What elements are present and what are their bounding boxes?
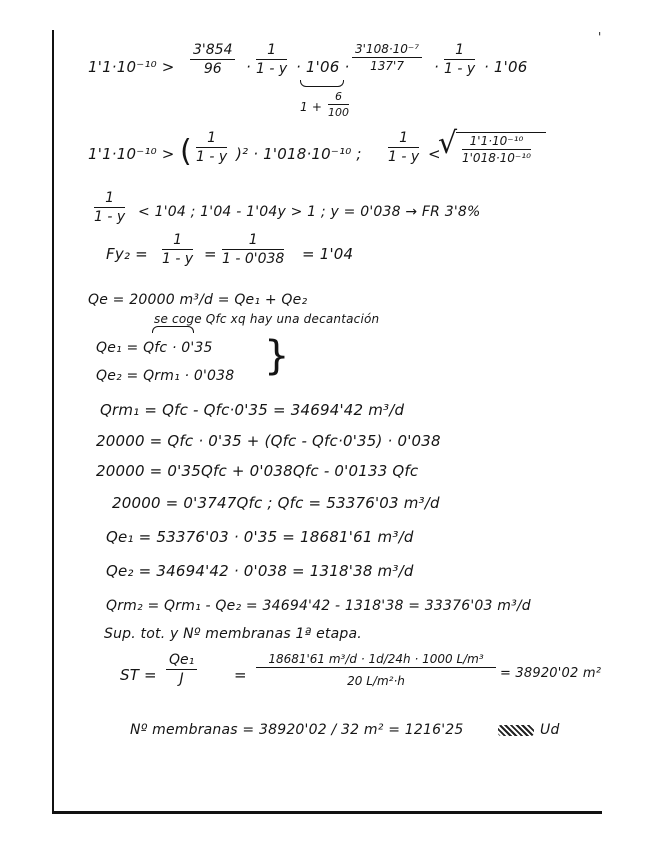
eq4-equals: = (204, 245, 217, 263)
corner-mark: ' (598, 30, 602, 44)
eq1-f4-numerator: 1 (444, 42, 475, 60)
eq4-f1-numerator: 1 (162, 232, 193, 250)
eq1-middle: · 1'06 · (296, 58, 350, 76)
line-qe2: Qe₂ = Qrm₁ · 0'038 (96, 368, 235, 384)
eq1-f2-denominator: 1 - y (256, 61, 288, 77)
eq2-less-than: < (428, 145, 441, 163)
eq1-under-denominator: 100 (328, 106, 349, 119)
eq2-fraction-2 (388, 130, 419, 165)
eq4-f1-denominator: 1 - y (162, 251, 194, 267)
line-balance-1: 20000 = Qfc · 0'35 + (Qfc - Qfc·0'35) · 0'038 (96, 432, 441, 450)
eq1-under-lhs: 1 + (300, 100, 323, 114)
eq2-f-denominator: 1 - y (196, 149, 228, 165)
eq2-paren-close: )² · 1'018·10⁻¹⁰ ; (236, 145, 362, 163)
eq1-f3-denominator: 137'7 (370, 59, 404, 73)
eq3-text: < 1'04 ; 1'04 - 1'04y > 1 ; y = 0'038 → FR 3'8% (138, 204, 481, 220)
eq-st-lhs: ST = (120, 666, 157, 684)
eq4-fraction-2 (222, 232, 284, 267)
crossed-out-scribble (498, 725, 534, 736)
eq-st-f1-denominator: J (179, 671, 184, 687)
eq-st-equals: = (234, 666, 247, 684)
line-qrm2-result: Qrm₂ = Qrm₁ - Qe₂ = 34694'42 - 1318'38 = 33376'03 m³/d (106, 598, 531, 614)
eq2-f-numerator: 1 (196, 130, 227, 148)
eq1-fraction-4 (444, 42, 475, 77)
right-brace-icon: } (264, 333, 290, 379)
eq1-f1-denominator: 96 (203, 61, 222, 77)
eq1-f1-numerator: 3'854 (190, 42, 235, 60)
eq2-lhs: 1'1·10⁻¹⁰ > (88, 145, 175, 163)
eq1-end: · 1'06 (484, 58, 528, 76)
line-qe-total: Qe = 20000 m³/d = Qe₁ + Qe₂ (88, 292, 308, 308)
line-qe2-result: Qe₂ = 34694'42 · 0'038 = 1318'38 m³/d (106, 562, 414, 580)
eq-st-big-denominator: 20 L/m²·h (347, 674, 405, 688)
eq2-sqrt-denominator: 1'018·10⁻¹⁰ (462, 151, 531, 165)
eq3-f-numerator: 1 (94, 190, 125, 208)
eq1-f2-numerator: 1 (256, 42, 287, 60)
line-n-membranas: Nº membranas = 38920'02 / 32 m² = 1216'25 (130, 722, 464, 738)
eq2-sqrt-fraction (462, 134, 531, 165)
eq1-under-fraction (328, 90, 349, 119)
eq-st-f1-numerator: Qe₁ (166, 652, 197, 670)
eq4-f2-numerator: 1 (222, 232, 284, 250)
eq2-f2-numerator: 1 (388, 130, 419, 148)
sqrt-icon: √ (438, 126, 458, 161)
eq4-lhs: Fy₂ = (106, 245, 148, 263)
eq3-f-denominator: 1 - y (94, 209, 126, 225)
eq4-f2-denominator: 1 - 0'038 (222, 251, 285, 267)
page-border-left (52, 30, 54, 814)
eq-st-end: = 38920'02 m² (500, 666, 602, 681)
eq4-fraction-1 (162, 232, 193, 267)
eq4-end: = 1'04 (302, 245, 354, 263)
eq2-sqrt-bar (456, 132, 546, 133)
eq-st-big-fraction (256, 652, 496, 688)
eq1-f3-numerator: 3'108·10⁻⁷ (352, 42, 422, 58)
line-qe1: Qe₁ = Qfc · 0'35 (96, 340, 213, 356)
eq1-lhs: 1'1·10⁻¹⁰ > (88, 58, 175, 76)
eq1-under-numerator: 6 (328, 90, 349, 105)
line-qrm1: Qrm₁ = Qfc - Qfc·0'35 = 34694'42 m³/d (100, 401, 405, 419)
line-note-decantacion: se coge Qfc xq hay una decantación (154, 312, 380, 326)
line-qe1-result: Qe₁ = 53376'03 · 0'35 = 18681'61 m³/d (106, 528, 414, 546)
line-balance-2: 20000 = 0'35Qfc + 0'038Qfc - 0'0133 Qfc (96, 462, 419, 480)
eq2-sqrt-numerator: 1'1·10⁻¹⁰ (462, 134, 531, 150)
eq1-fraction-2 (256, 42, 287, 77)
eq1-f4-denominator: 1 - y (444, 61, 476, 77)
eq-st-fraction-1 (166, 652, 197, 687)
eq1-dot-2: · (434, 58, 439, 76)
eq2-fraction (196, 130, 227, 165)
line-heading-membranas: Sup. tot. y Nº membranas 1ª etapa. (104, 626, 362, 642)
line-n-membranas-unit: Ud (540, 722, 560, 738)
page-border-bottom (52, 811, 602, 814)
eq2-paren-open: ( (180, 134, 192, 169)
eq-st-big-numerator: 18681'61 m³/d · 1d/24h · 1000 L/m³ (256, 652, 496, 668)
eq1-fraction-3 (352, 42, 422, 73)
eq2-f2-denominator: 1 - y (388, 149, 420, 165)
eq1-dot-1: · (246, 58, 251, 76)
overbrace-qfc (152, 326, 194, 333)
line-qfc-result: 20000 = 0'3747Qfc ; Qfc = 53376'03 m³/d (112, 494, 440, 512)
eq1-underbrace (300, 80, 344, 87)
eq3-fraction (94, 190, 125, 225)
eq1-fraction-1 (190, 42, 235, 77)
